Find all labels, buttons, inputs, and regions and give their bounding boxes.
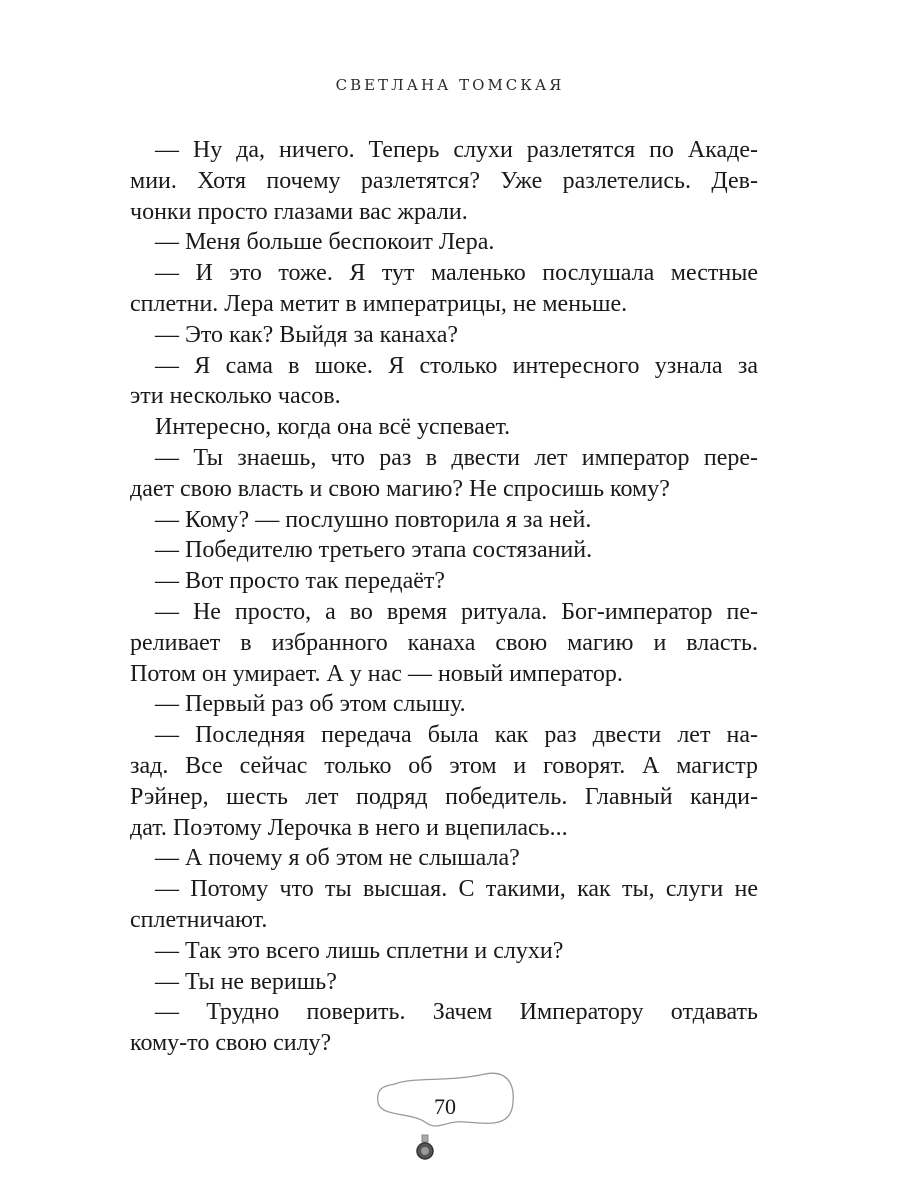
text-line: эти несколько часов. — [130, 383, 341, 410]
text-line: — Вот просто так передаёт? — [155, 568, 446, 595]
text-line: — А почему я об этом не слышала? — [155, 845, 520, 872]
text-line: — Первый раз об этом слышу. — [155, 691, 466, 718]
text-line: — Потому что ты высшая. С такими, как ты, слуги не — [155, 876, 758, 903]
text-line: — Меня больше беспокоит Лера. — [155, 229, 495, 256]
text-line: — Ты знаешь, что раз в двести лет император пере- — [155, 444, 758, 471]
text-line: зад. Все сейчас только об этом и говорят. А магистр — [130, 752, 758, 779]
text-line: — Трудно поверить. Зачем Императору отдавать — [155, 999, 758, 1026]
text-line: кому-то свою силу? — [130, 1030, 332, 1057]
text-line: — Последняя передача была как раз двести лет на- — [155, 722, 758, 749]
body-text — [130, 135, 758, 1059]
text-line: сплетничают. — [130, 906, 268, 933]
text-line: Потом он умирает. А у нас — новый император. — [130, 660, 623, 687]
text-line: — И это тоже. Я тут маленько послушала местные — [155, 260, 758, 287]
text-line: дат. Поэтому Лерочка в него и вцепилась... — [130, 814, 568, 841]
text-line: — Победителю третьего этапа состязаний. — [155, 537, 593, 564]
text-line: — Ну да, ничего. Теперь слухи разлетятся по Акаде- — [155, 137, 758, 163]
text-line: Рэйнер, шесть лет подряд победитель. Главный канди- — [130, 783, 758, 810]
necklace-pendant-icon — [370, 1072, 520, 1172]
text-line: — Я сама в шоке. Я столько интересного узнала за — [155, 352, 758, 379]
text-line: — Кому? — послушно повторила я за ней. — [155, 506, 592, 533]
text-line: мии. Хотя почему разлетятся? Уже разлетелись. Дев- — [130, 167, 758, 194]
text-line: — Не просто, а во время ритуала. Бог-император пе- — [155, 598, 758, 625]
text-line: чонки просто глазами вас жрали. — [130, 198, 468, 225]
page-number: 70 — [434, 1094, 456, 1119]
text-line: сплетни. Лера метит в императрицы, не меньше. — [130, 290, 628, 317]
text-line: — Ты не веришь? — [155, 968, 337, 995]
text-line: дает свою власть и свою магию? Не спросишь кому? — [130, 475, 670, 502]
text-line: — Так это всего лишь сплетни и слухи? — [155, 937, 564, 964]
page-folio — [370, 1072, 520, 1172]
text-line: Интересно, когда она всё успевает. — [155, 414, 511, 441]
text-line: — Это как? Выйдя за канаха? — [155, 321, 459, 348]
running-header: СВЕТЛАНА ТОМСКАЯ — [335, 76, 565, 94]
text-line: реливает в избранного канаха свою магию и власть. — [130, 629, 758, 656]
